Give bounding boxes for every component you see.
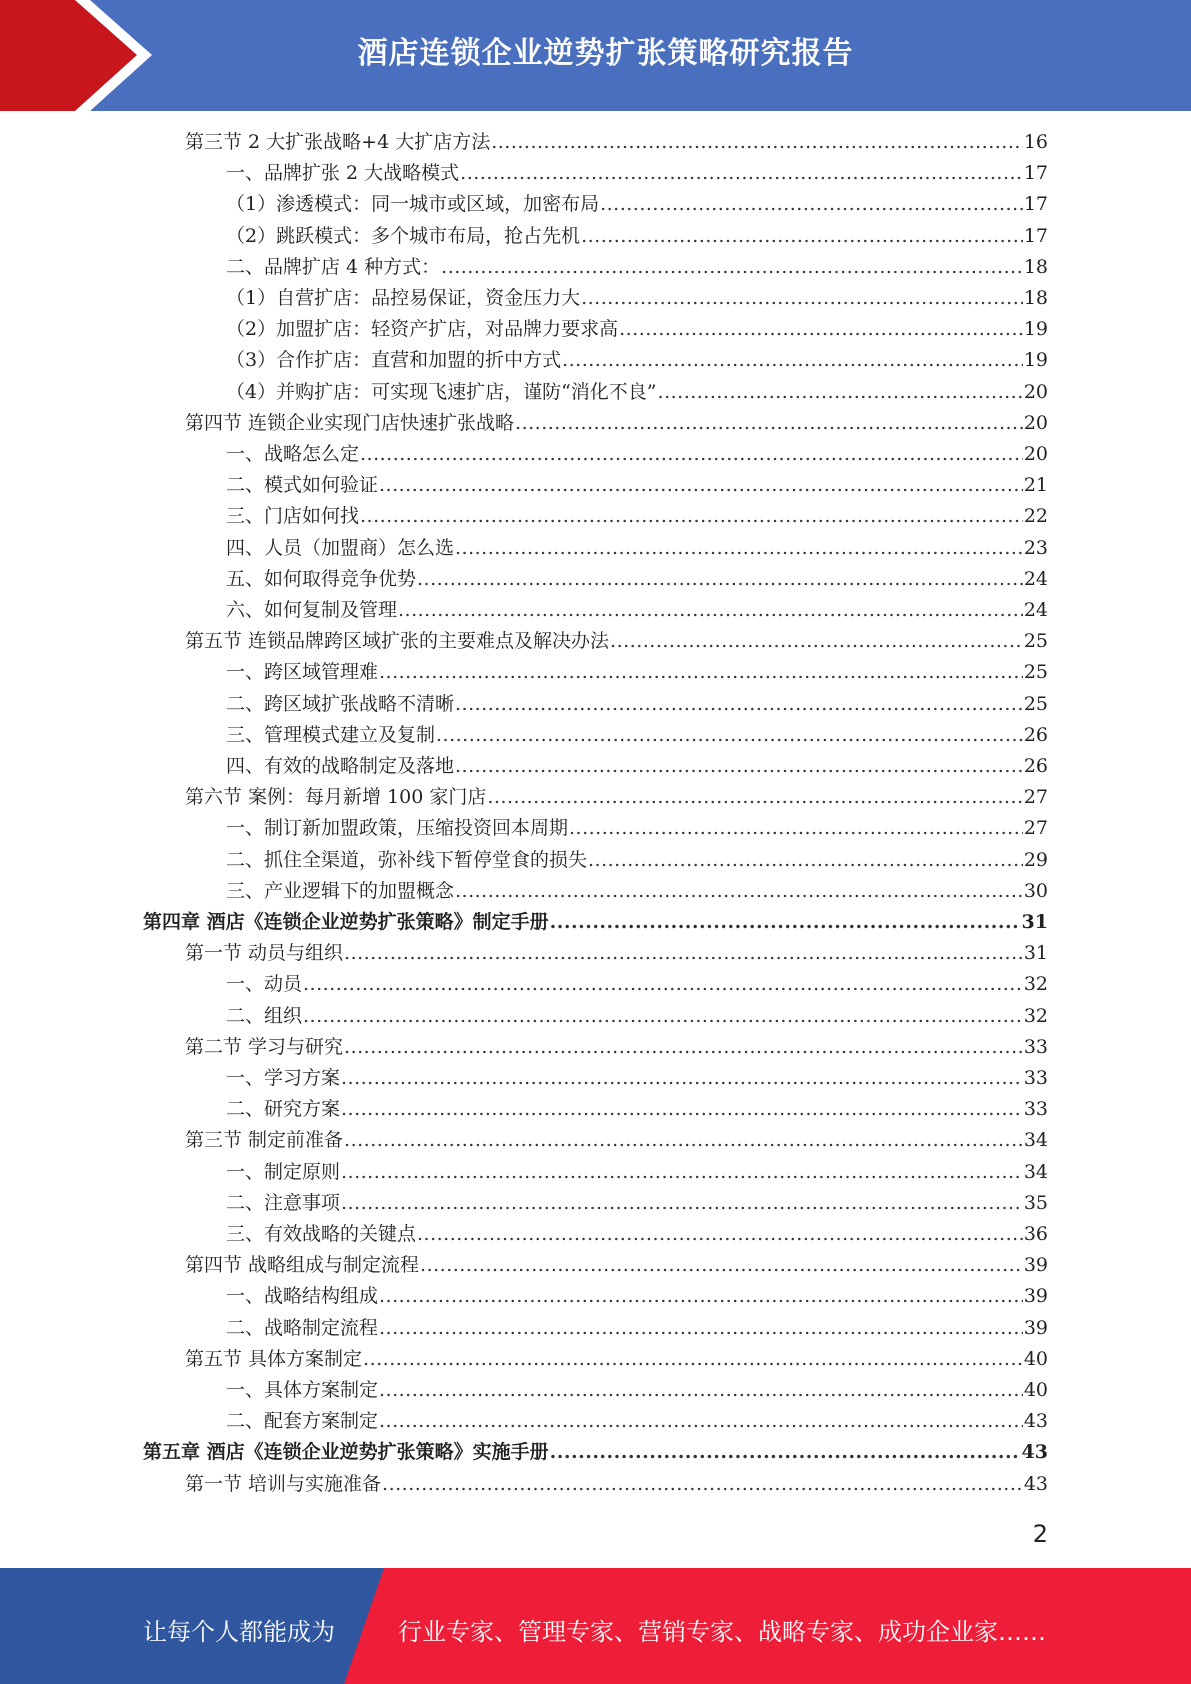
toc-entry-title: 四、人员（加盟商）怎么选 [226,536,455,559]
toc-entry[interactable] [185,408,1048,439]
toc-entry-title: 二、注意事项 [226,1191,341,1214]
toc-entry-title: 第五节 连锁品牌跨区域扩张的主要难点及解决办法 [185,630,610,653]
toc-entry[interactable] [226,1219,1048,1250]
toc-entry[interactable] [185,1125,1048,1156]
footer-slogan-left: 让每个人都能成为 [143,1618,335,1646]
toc-entry[interactable] [226,845,1048,876]
toc-entry[interactable] [226,189,1048,220]
toc-entry[interactable] [226,1313,1048,1344]
toc-entry[interactable] [226,1406,1048,1437]
toc-entry-title: 三、产业逻辑下的加盟概念 [226,879,455,902]
toc-entry-page: 29 [1023,848,1048,871]
toc-dot-leader [581,283,1023,314]
toc-entry[interactable] [226,252,1048,283]
toc-entry-page: 22 [1023,505,1048,528]
toc-dot-leader [341,1063,1023,1094]
toc-dot-leader [658,377,1023,408]
toc-entry-title: （1）渗透模式：同一城市或区域，加密布局 [226,193,600,216]
toc-entry-page: 31 [1021,911,1048,933]
toc-entry[interactable] [185,782,1048,813]
toc-entry-page: 25 [1023,692,1048,715]
toc-entry[interactable] [226,1188,1048,1219]
toc-entry-page: 30 [1023,879,1048,902]
toc-dot-leader [382,1469,1023,1500]
toc-dot-leader [417,564,1023,595]
toc-entry[interactable] [226,657,1048,688]
toc-entry-title: 三、有效战略的关键点 [226,1223,417,1245]
toc-entry-page: 35 [1023,1191,1048,1214]
toc-dot-leader [360,501,1023,532]
toc-entry-page: 24 [1023,567,1048,590]
page-number: 2 [1032,1520,1048,1548]
toc-dot-leader [562,345,1023,376]
footer-band [0,1568,1191,1684]
toc-entry-title: 一、制定原则 [226,1160,341,1183]
toc-entry[interactable] [185,127,1048,158]
toc-entry-title: 三、管理模式建立及复制 [226,723,436,746]
toc-entry-title: 第六节 案例：每月新增 100 家门店 [185,786,487,809]
toc-dot-leader [379,1375,1023,1406]
toc-entry-page: 32 [1023,1004,1048,1027]
toc-entry-page: 39 [1023,1285,1048,1308]
toc-dot-leader [341,1157,1023,1188]
toc-entry[interactable] [185,1250,1048,1281]
toc-entry[interactable] [226,501,1048,532]
toc-entry-page: 34 [1023,1129,1048,1152]
toc-entry-title: 第一节 动员与组织 [185,942,344,965]
toc-entry-title: 二、战略制定流程 [226,1316,379,1339]
toc-entry-page: 17 [1023,162,1048,185]
toc-dot-leader [303,969,1023,1000]
toc-entry-title: 一、跨区域管理难 [226,661,379,684]
toc-dot-leader [379,1406,1023,1437]
toc-entry-page: 31 [1023,942,1048,965]
toc-entry-title: 第四节 连锁企业实现门店快速扩张战略 [185,411,515,434]
toc-entry-page: 20 [1023,411,1048,434]
toc-entry-title: 二、组织 [226,1004,303,1027]
toc-entry[interactable] [226,1001,1048,1032]
toc-entry-page: 16 [1023,131,1048,153]
toc-dot-leader [455,533,1023,564]
toc-entry-title: 二、配套方案制定 [226,1410,379,1433]
toc-dot-leader [344,1032,1023,1063]
toc-entry[interactable] [185,1032,1048,1063]
toc-dot-leader [588,845,1023,876]
toc-entry-page: 25 [1023,661,1048,684]
toc-entry-page: 19 [1023,349,1048,372]
toc-dot-leader [398,595,1023,626]
toc-dot-leader [303,1001,1023,1032]
toc-dot-leader [379,1281,1023,1312]
toc-entry[interactable] [226,377,1048,408]
toc-entry-page: 17 [1023,193,1048,216]
toc-dot-leader [379,657,1023,688]
toc-entry-page: 19 [1023,318,1048,341]
toc-entry[interactable] [226,470,1048,501]
toc-entry-title: 第五章 酒店《连锁企业逆势扩张策略》实施手册 [143,1441,549,1464]
toc-dot-leader [379,1313,1023,1344]
toc-entry[interactable] [226,1063,1048,1094]
header-band [0,0,1191,111]
toc-entry-title: 六、如何复制及管理 [226,599,398,621]
toc-entry-page: 21 [1023,474,1048,497]
toc-dot-leader [455,689,1023,720]
toc-entry-title: 一、战略结构组成 [226,1285,379,1308]
toc-entry-title: 三、门店如何找 [226,505,360,528]
toc-entry[interactable] [226,876,1048,907]
toc-entry[interactable] [226,1375,1048,1406]
toc-entry-page: 33 [1023,1098,1048,1121]
toc-entry-page: 40 [1023,1347,1048,1370]
toc-dot-leader [455,751,1023,782]
toc-entry-title: 一、具体方案制定 [226,1379,379,1401]
toc-dot-leader [550,1437,1021,1468]
toc-dot-leader [360,439,1023,470]
document-title: 酒店连锁企业逆势扩张策略研究报告 [357,36,854,71]
toc-entry[interactable] [226,813,1048,844]
toc-entry[interactable] [226,533,1048,564]
toc-entry-title: 第一节 培训与实施准备 [185,1472,382,1495]
toc-entry-page: 39 [1023,1254,1048,1277]
toc-dot-leader [441,252,1023,283]
toc-entry-title: 二、品牌扩店 4 种方式： [226,255,441,278]
toc-entry[interactable] [226,720,1048,751]
toc-entry-page: 43 [1023,1472,1048,1495]
toc-dot-leader [487,782,1022,813]
toc-entry[interactable] [226,564,1048,595]
toc-dot-leader [550,907,1021,938]
toc-entry-title: 第三节 2 大扩张战略+4 大扩店方法 [185,131,491,153]
toc-entry-title: 第三节 制定前准备 [185,1129,344,1152]
toc-entry[interactable] [226,1281,1048,1312]
toc-entry-title: 二、研究方案 [226,1098,341,1121]
toc-entry-title: 第四节 战略组成与制定流程 [185,1254,420,1277]
toc-entry-title: 第五节 具体方案制定 [185,1347,363,1370]
toc-entry[interactable] [226,969,1048,1000]
toc-chapter-entry[interactable] [143,1437,1048,1468]
toc-entry[interactable] [226,221,1048,252]
toc-entry-title: （2）加盟扩店：轻资产扩店，对品牌力要求高 [226,318,619,341]
toc-entry-page: 24 [1023,599,1048,621]
toc-entry-page: 39 [1023,1316,1048,1339]
toc-entry-title: 第四章 酒店《连锁企业逆势扩张策略》制定手册 [143,911,549,933]
toc-entry[interactable] [226,689,1048,720]
toc-dot-leader [344,938,1023,969]
toc-entry-page: 18 [1023,287,1048,309]
toc-dot-leader [569,813,1023,844]
toc-entry-page: 32 [1023,973,1048,996]
toc-dot-leader [600,189,1023,220]
toc-entry[interactable] [226,751,1048,782]
toc-entry[interactable] [226,439,1048,470]
toc-dot-leader [491,127,1023,158]
toc-entry-page: 17 [1023,224,1048,247]
toc-entry-page: 33 [1023,1035,1048,1058]
toc-entry-page: 26 [1023,755,1048,777]
toc-entry-page: 43 [1023,1410,1048,1433]
toc-entry-page: 25 [1023,630,1048,653]
toc-entry[interactable] [226,1157,1048,1188]
toc-entry-title: 一、品牌扩张 2 大战略模式 [226,162,460,185]
toc-entry-page: 27 [1023,786,1048,809]
toc-entry-page: 18 [1023,255,1048,278]
toc-entry[interactable] [185,626,1048,657]
toc-entry-title: 五、如何取得竞争优势 [226,567,417,590]
toc-entry-title: （1）自营扩店：品控易保证，资金压力大 [226,287,581,309]
toc-entry-page: 40 [1023,1379,1048,1401]
toc-entry-title: （2）跳跃模式：多个城市布局，抢占先机 [226,224,581,247]
toc-entry-title: 第二节 学习与研究 [185,1035,344,1058]
toc-entry-title: 一、战略怎么定 [226,443,360,465]
toc-dot-leader [455,876,1023,907]
toc-dot-leader [436,720,1023,751]
toc-dot-leader [581,221,1023,252]
toc-entry-title: 四、有效的战略制定及落地 [226,755,455,777]
toc-entry[interactable] [226,314,1048,345]
toc-chapter-entry[interactable] [143,907,1048,938]
toc-entry-page: 43 [1021,1441,1048,1464]
toc-dot-leader [379,470,1023,501]
toc-dot-leader [341,1188,1023,1219]
toc-entry-title: 一、制订新加盟政策，压缩投资回本周期 [226,817,569,840]
toc-entry[interactable] [226,345,1048,376]
toc-entry[interactable] [185,1344,1048,1375]
toc-entry-title: 一、学习方案 [226,1067,341,1089]
toc-entry[interactable] [226,595,1048,626]
toc-entry-title: 二、抓住全渠道，弥补线下暂停堂食的损失 [226,848,588,871]
toc-entry-page: 20 [1023,380,1048,403]
toc-dot-leader [619,314,1023,345]
toc-entry-page: 33 [1023,1067,1048,1089]
toc-dot-leader [344,1125,1023,1156]
toc-entry-page: 26 [1023,723,1048,746]
toc-entry[interactable] [226,1094,1048,1125]
toc-dot-leader [420,1250,1023,1281]
toc-entry-page: 36 [1023,1223,1048,1245]
toc-entry-page: 34 [1023,1160,1048,1183]
toc-entry-title: 二、跨区域扩张战略不清晰 [226,692,455,715]
footer-slogan-right: 行业专家、管理专家、营销专家、战略专家、成功企业家…… [398,1618,1046,1646]
toc-dot-leader [460,158,1023,189]
toc-dot-leader [610,626,1023,657]
toc-entry[interactable] [185,1469,1048,1500]
toc-entry-title: （3）合作扩店：直营和加盟的折中方式 [226,349,562,372]
toc-entry-page: 23 [1023,536,1048,559]
toc-dot-leader [417,1219,1023,1250]
toc-entry-page: 20 [1023,443,1048,465]
toc-dot-leader [515,408,1023,439]
toc-dot-leader [341,1094,1023,1125]
toc-entry[interactable] [226,283,1048,314]
toc-entry[interactable] [226,158,1048,189]
toc-entry-title: （4）并购扩店：可实现飞速扩店，谨防“消化不良” [226,380,657,403]
toc-entry[interactable] [185,938,1048,969]
toc-entry-title: 二、模式如何验证 [226,474,379,497]
toc-entry-title: 一、动员 [226,973,303,996]
toc-dot-leader [363,1344,1023,1375]
toc-entry-page: 27 [1023,817,1048,840]
